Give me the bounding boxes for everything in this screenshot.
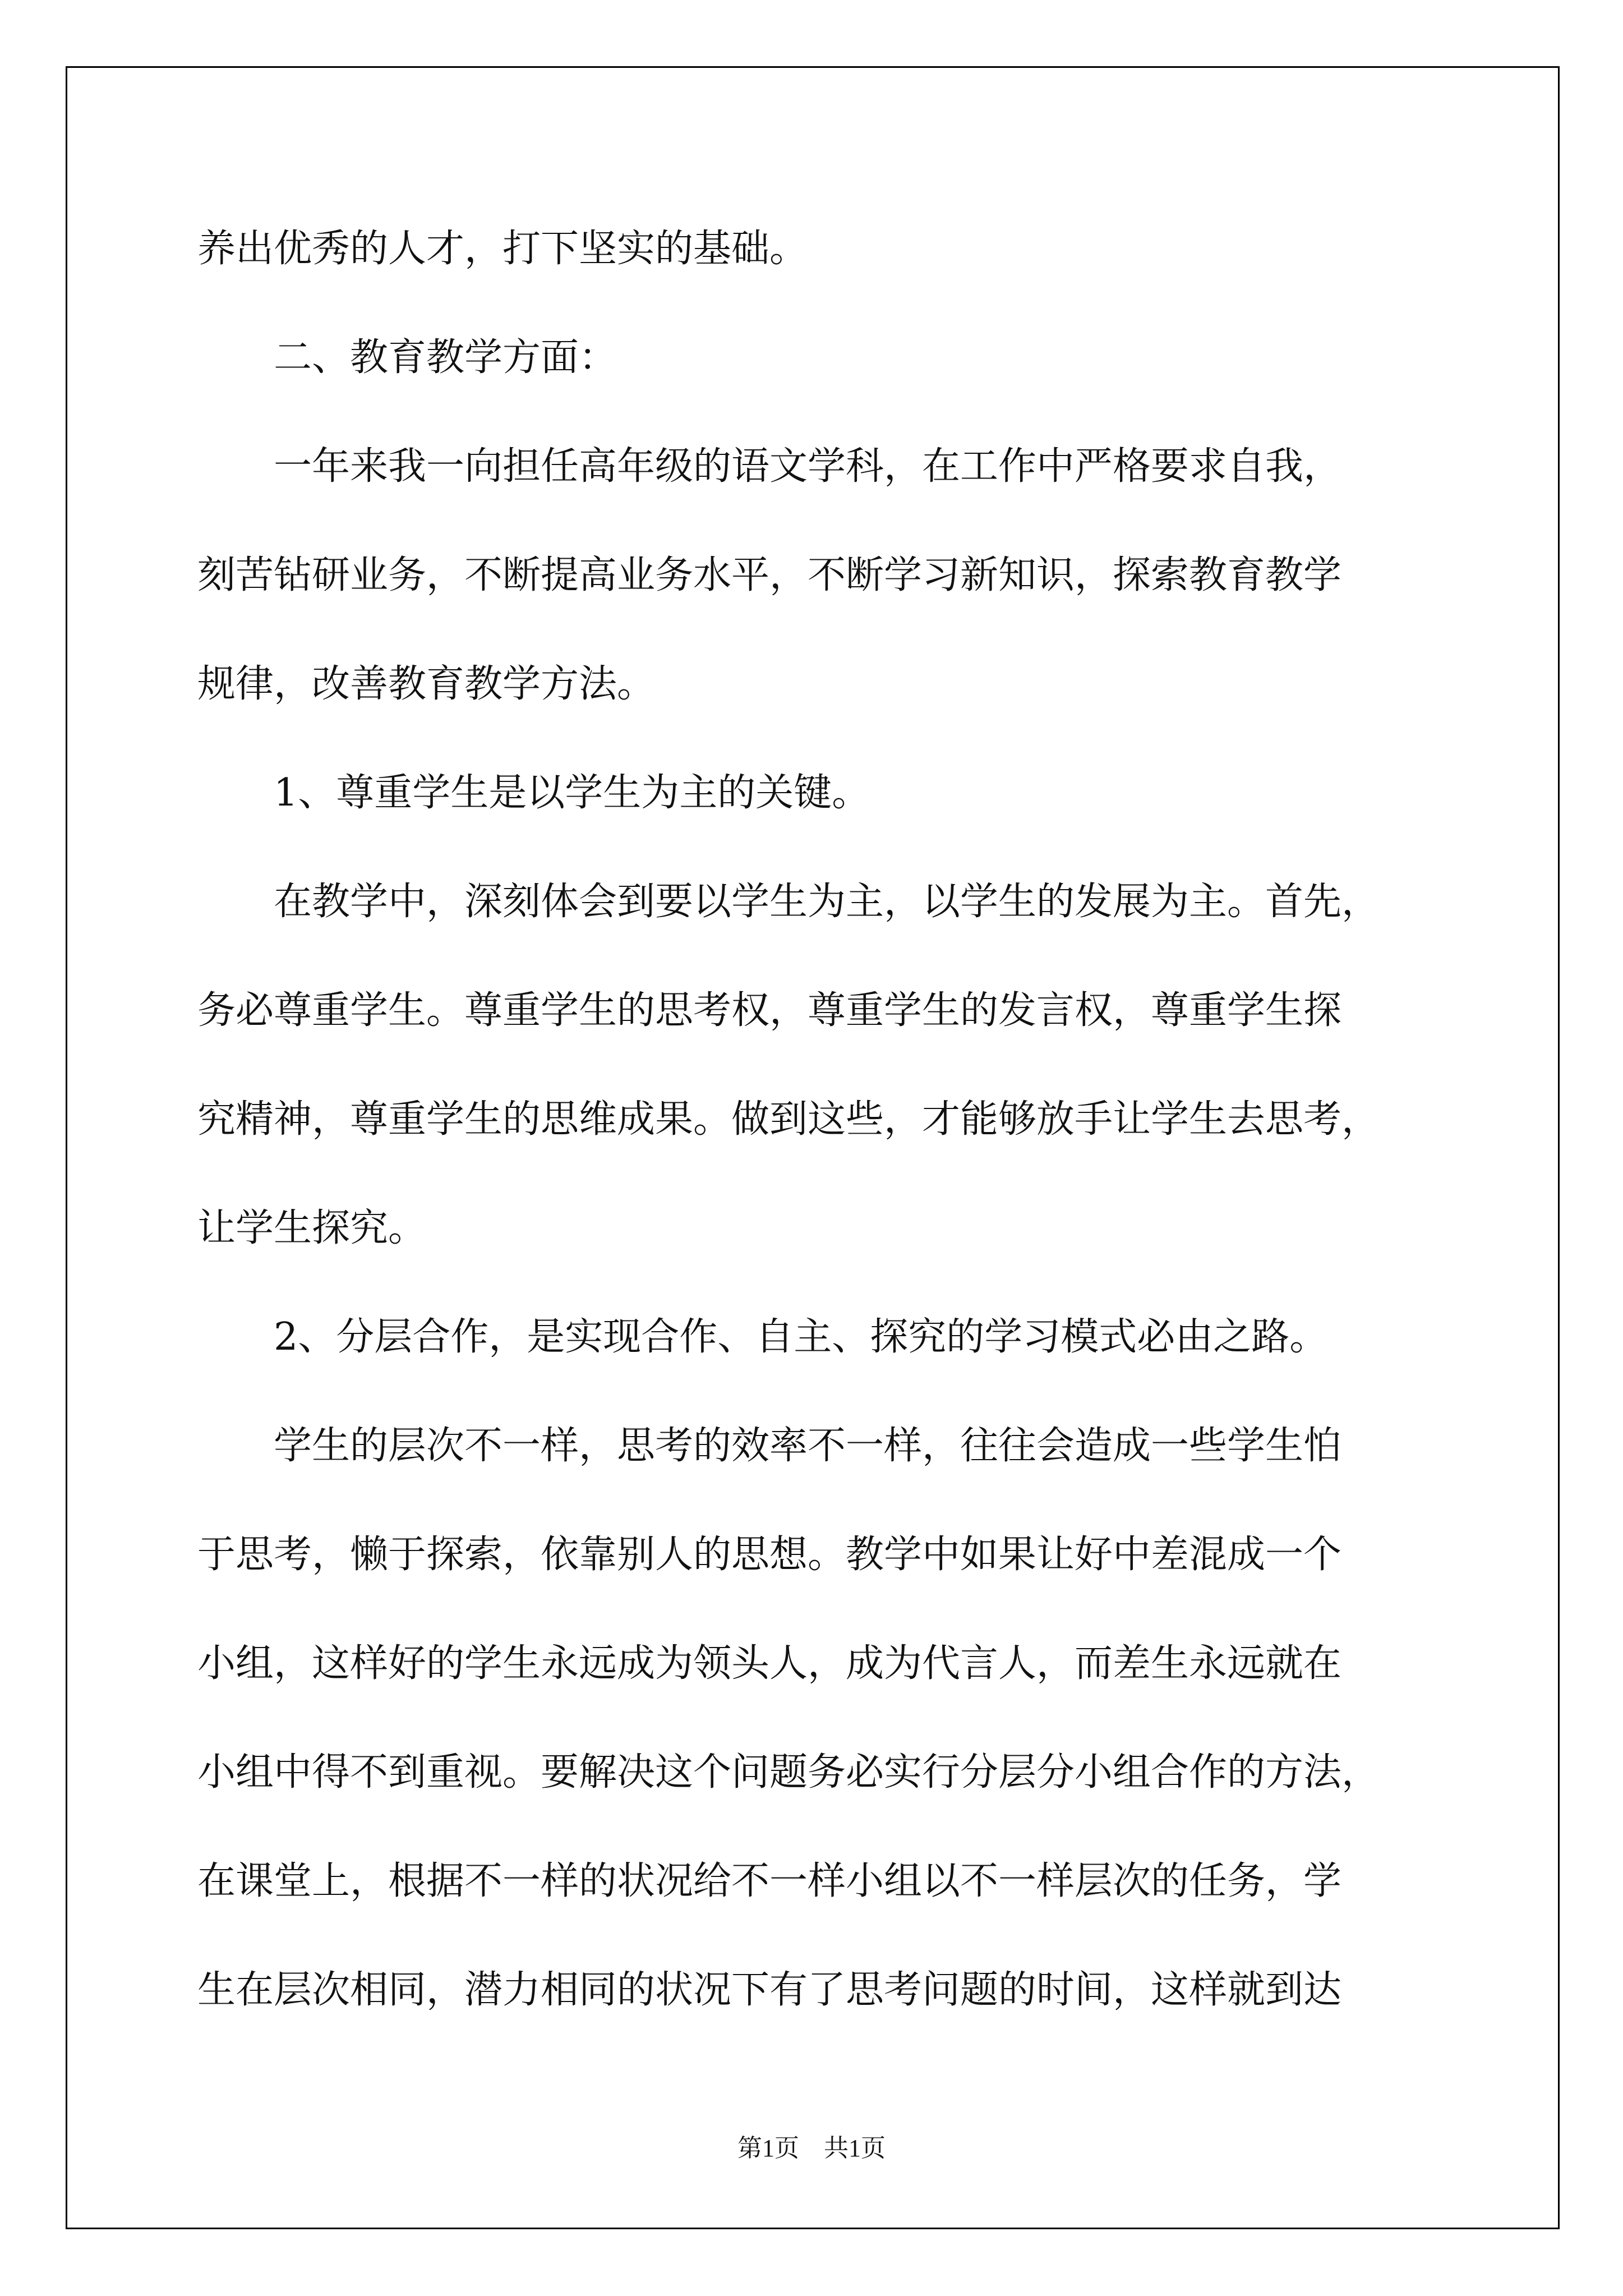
text-line-9: 究精神，尊重学生的思维成果。做到这些，才能够放手让学生去思考， — [197, 1097, 1380, 1142]
text-line-7: 在教学中，深刻体会到要以学生为主，以学生的发展为主。首先， — [197, 880, 1380, 924]
text-line-15: 小组中得不到重视。要解决这个问题务必实行分层分小组合作的方法， — [197, 1750, 1380, 1795]
text-line-2: 二、教育教学方面： — [197, 335, 617, 380]
text-line-1: 养出优秀的人才，打下坚实的基础。 — [197, 227, 808, 271]
text-line-16: 在课堂上，根据不一样的状况给不一样小组以不一样层次的任务，学 — [197, 1859, 1342, 1903]
text-line-6: 1、尊重学生是以学生为主的关键。 — [197, 771, 870, 815]
text-line-11: 2、分层合作，是实现合作、自主、探究的学习模式必由之路。 — [197, 1315, 1328, 1359]
text-line-3: 一年来我一向担任高年级的语文学科，在工作中严格要求自我， — [197, 444, 1342, 489]
page-number-footer: 第1页 共1页 — [737, 2134, 886, 2162]
text-line-13: 于思考，懒于探索，依靠别人的思想。教学中如果让好中差混成一个 — [197, 1533, 1342, 1577]
text-line-14: 小组，这样好的学生永远成为领头人，成为代言人，而差生永远就在 — [197, 1641, 1342, 1686]
page-border — [66, 66, 1560, 2229]
text-line-5: 规律，改善教育教学方法。 — [197, 662, 656, 706]
text-line-17: 生在层次相同，潜力相同的状况下有了思考问题的时间，这样就到达 — [197, 1968, 1342, 2012]
text-line-8: 务必尊重学生。尊重学生的思考权，尊重学生的发言权，尊重学生探 — [197, 988, 1342, 1033]
text-line-4: 刻苦钻研业务，不断提高业务水平，不断学习新知识，探索教育教学 — [197, 553, 1342, 597]
text-line-10: 让学生探究。 — [197, 1206, 427, 1250]
text-line-12: 学生的层次不一样，思考的效率不一样，往往会造成一些学生怕 — [197, 1424, 1342, 1468]
